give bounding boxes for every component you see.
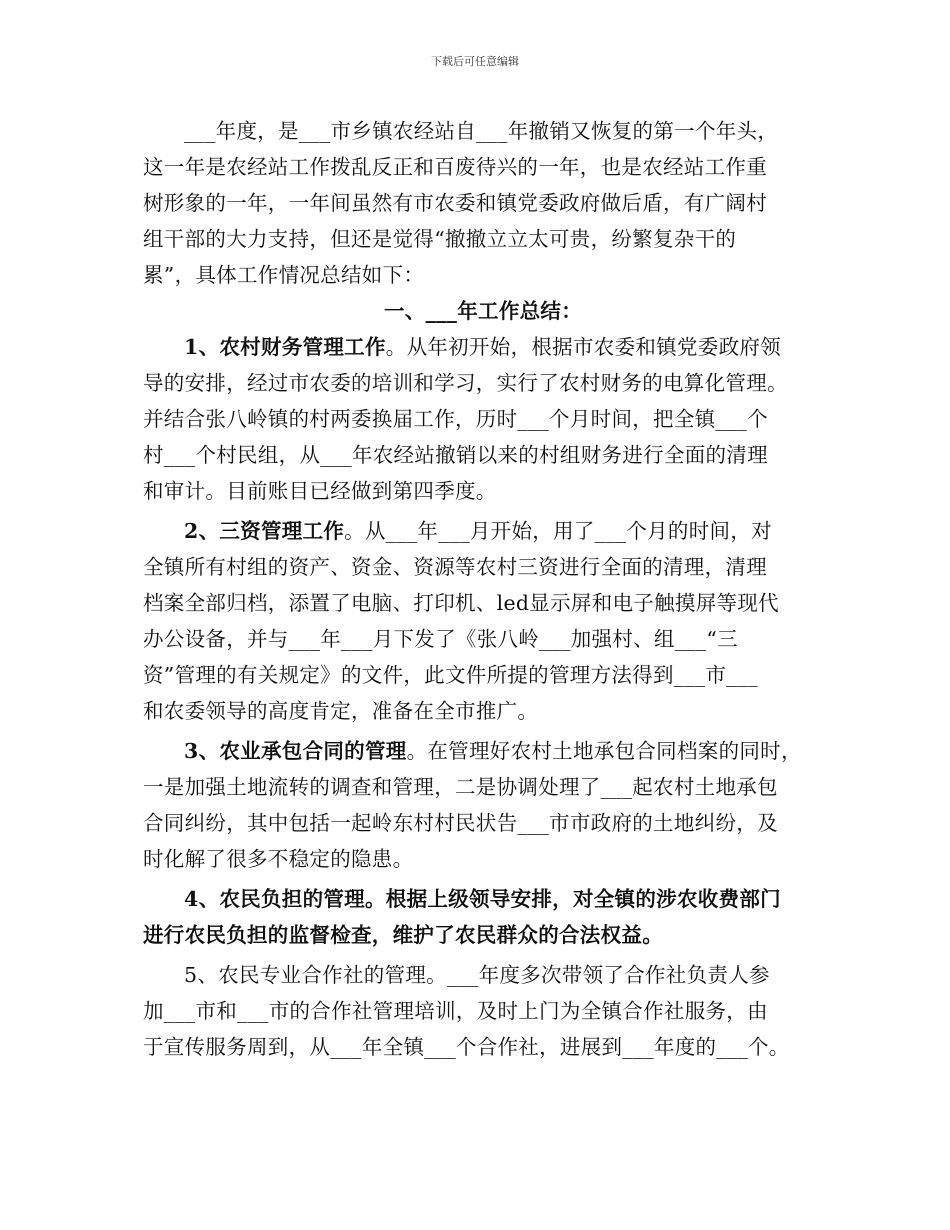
item-4-line: 进行农民负担的监督检查，维护了农民群众的合法权益。: [143, 923, 663, 947]
page-header: 下载后可任意编辑: [431, 55, 519, 68]
item-1-line: 并结合张八岭镇的村两委换届工作，历时___个月时间，把全镇___个: [143, 407, 768, 431]
item-3-line: 合同纠纷，其中包括一起岭东村村民状告___市市政府的土地纠纷，及: [143, 811, 778, 835]
item-2-text: 。从___年___月开始，用了___个月的时间，对: [344, 519, 772, 543]
intro-line: 树形象的一年，一年间虽然有市农委和镇党委政府做后盾，有广阔村: [143, 191, 767, 215]
section-title: 一、___年工作总结：: [383, 299, 583, 323]
item-3-line: 时化解了很多不稳定的隐患。: [143, 847, 414, 871]
item-2-line: 全镇所有村组的资产、资金、资源等农村三资进行全面的清理，清理: [143, 555, 767, 579]
item-5-text: 。___年度多次带领了合作社负责人参: [426, 963, 770, 987]
item-2-line: 档案全部归档，添置了电脑、打印机、led显示屏和电子触摸屏等现代: [143, 591, 779, 615]
item-1-line: 和审计。目前账目已经做到第四季度。: [143, 479, 497, 503]
item-2-title: 2、三资管理工作: [184, 519, 345, 543]
intro-line: ___年度，是___市乡镇农经站自___年撤销又恢复的第一个年头，: [184, 119, 779, 143]
intro-line: 累”，具体工作情况总结如下：: [143, 263, 425, 287]
item-4-line: 4、农民负担的管理。根据上级领导安排，对全镇的涉农收费部门: [184, 887, 781, 911]
item-1-first-line: [143, 329, 823, 365]
item-3-line: 一是加强土地流转的调查和管理，二是协调处理了___起农村土地承包: [143, 775, 778, 799]
item-5-title: 5、农民专业合作社的管理: [184, 963, 427, 987]
item-5-line: 于宣传服务周到，从___年全镇___个合作社，进展到___年度的___个。: [143, 1035, 790, 1059]
item-5-line: 加___市和___市的合作社管理培训，及时上门为全镇合作社服务，由: [143, 999, 768, 1023]
document-body: [143, 113, 823, 1065]
item-2-line: 办公设备，并与___年___月下发了《张八岭___加强村、组___“三: [143, 627, 738, 651]
intro-paragraph: [143, 113, 823, 293]
item-1-line: 导的安排，经过市农委的培训和学习，实行了农村财务的电算化管理。: [143, 371, 788, 395]
item-2-line: 资”管理的有关规定》的文件，此文件所提的管理方法得到___市___: [143, 663, 758, 687]
item-1-line: 村___个村民组，从___年农经站撤销以来的村组财务进行全面的清理: [143, 443, 768, 467]
item-3-text: 。在管理好农村土地承包合同档案的同时，: [406, 739, 802, 763]
item-3-paragraph: [143, 733, 823, 877]
item-1-paragraph: [143, 329, 823, 509]
item-5-first-line: [143, 957, 823, 993]
item-1-title: 1、农村财务管理工作: [184, 335, 386, 359]
item-3-first-line: [143, 733, 823, 769]
item-4-paragraph: [143, 881, 823, 953]
item-2-first-line: [143, 513, 823, 549]
intro-line: 这一年是农经站工作拨乱反正和百废待兴的一年，也是农经站工作重: [143, 155, 767, 179]
intro-line: 组干部的大力支持，但还是觉得“撤撤立立太可贵，纷繁复杂干的: [143, 227, 737, 251]
item-2-paragraph: [143, 513, 823, 729]
item-3-title: 3、农业承包合同的管理: [184, 739, 407, 763]
item-5-paragraph: [143, 957, 823, 1065]
item-2-line: 和农委领导的高度肯定，准备在全市推广。: [143, 699, 539, 723]
item-1-text: 。从年初开始，根据市农委和镇党委政府领: [385, 335, 781, 359]
